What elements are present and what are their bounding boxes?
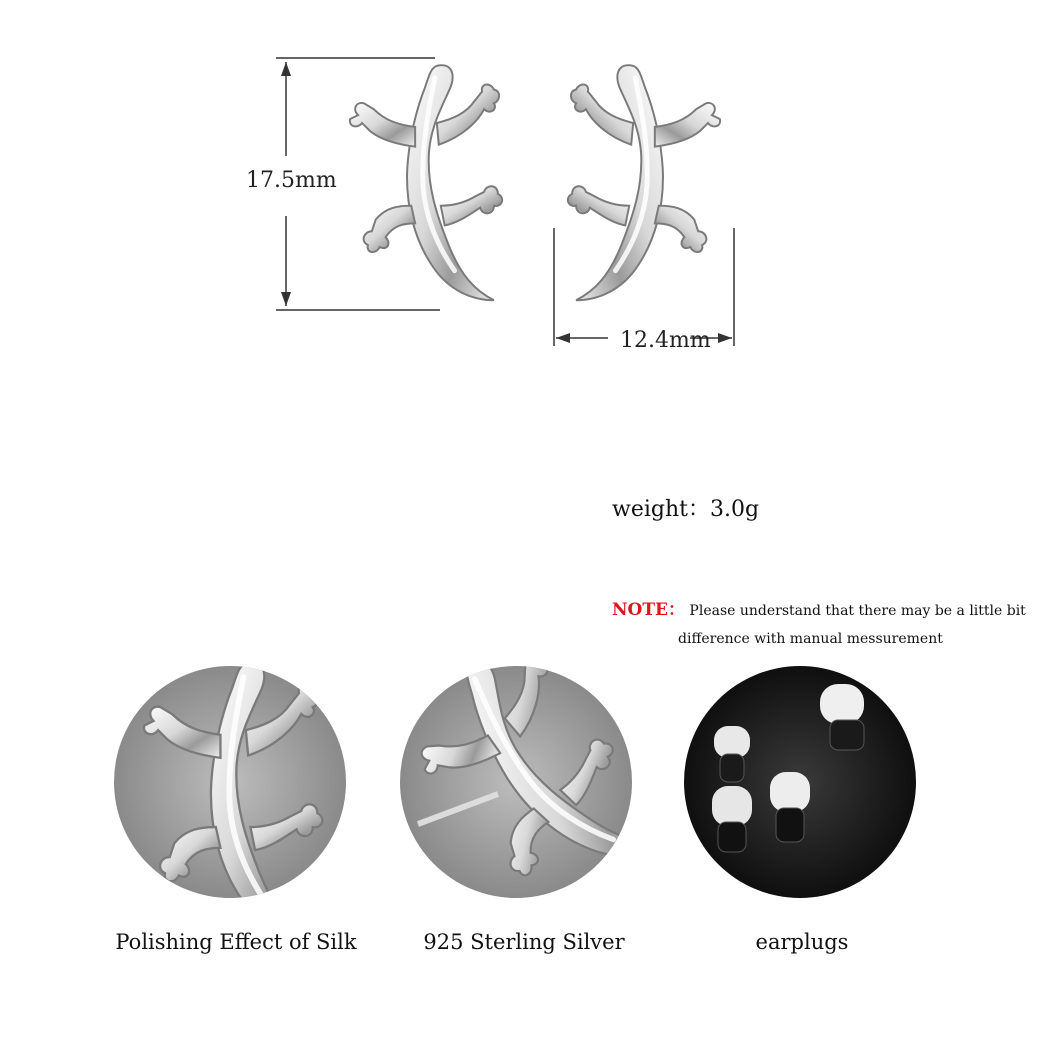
measurement-note (612, 596, 1042, 653)
feature-image-polishing (112, 664, 348, 900)
feature-image-sterling (398, 664, 634, 900)
caption-polishing: Polishing Effect of Silk (115, 930, 357, 954)
polishing-closeup-image (112, 664, 348, 900)
caption-sterling-silver: 925 Sterling Silver (423, 930, 625, 954)
weight-text: weight：3.0g (612, 497, 760, 522)
caption-earplugs: earplugs (755, 930, 849, 954)
sterling-silver-closeup-image (398, 664, 634, 900)
note-label: NOTE： (612, 600, 685, 620)
height-label: 17.5mm (246, 168, 337, 193)
feature-image-earplugs (682, 664, 918, 900)
earplugs-image (682, 664, 918, 900)
note-line-2: difference with manual messurement (678, 631, 943, 647)
note-line-1: Please understand that there may be a little bit (689, 603, 1026, 619)
width-label: 12.4mm (620, 328, 711, 353)
earplug-4 (770, 772, 810, 842)
earplug-3 (712, 786, 752, 852)
